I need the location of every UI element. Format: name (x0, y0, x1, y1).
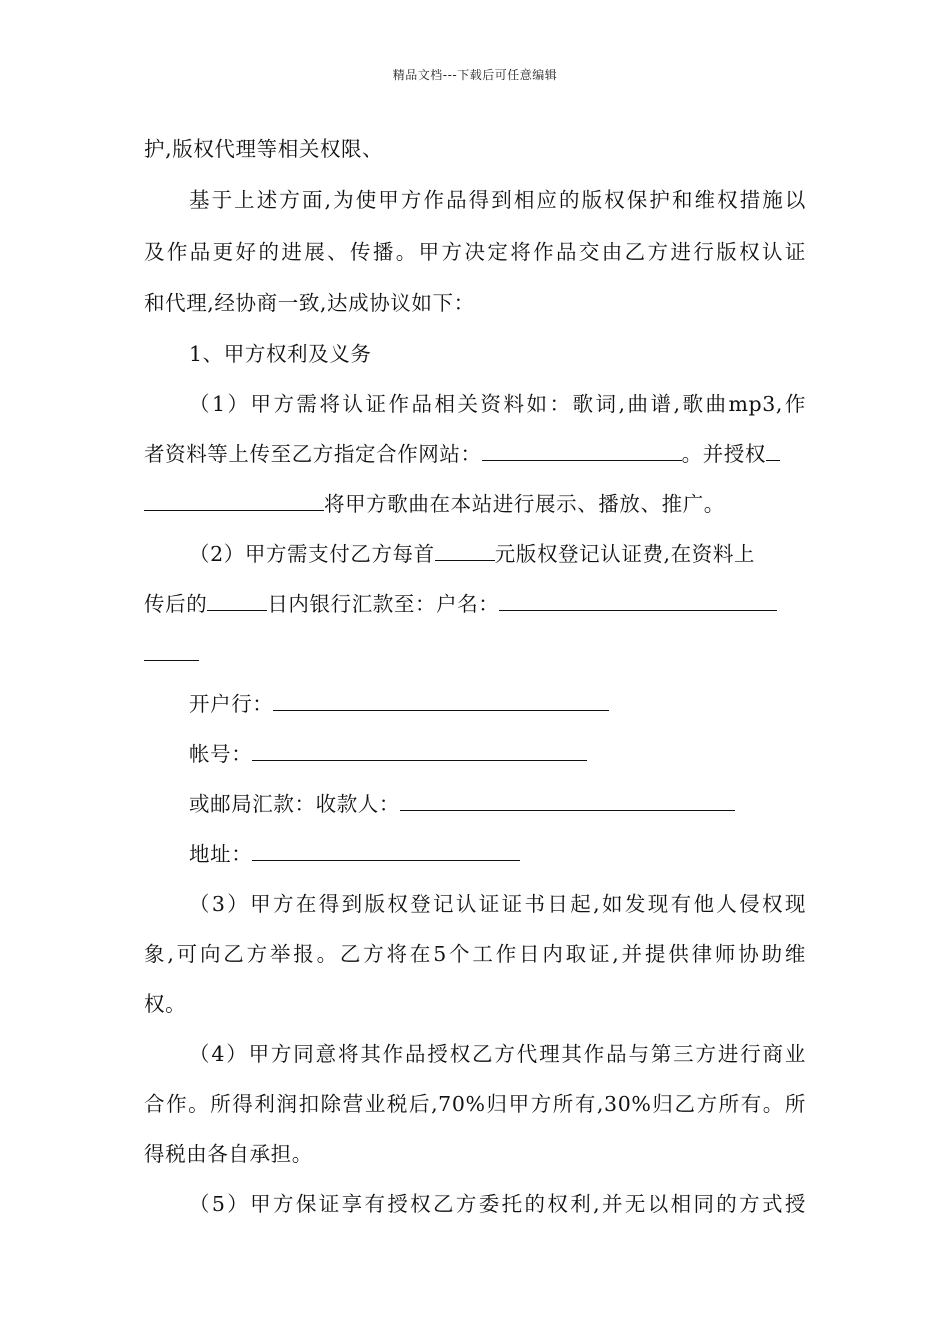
text-line: 象,可向乙方举报。乙方将在5个工作日内取证,并提供律师协助维 (144, 942, 806, 966)
text-segment: 者资料等上传至乙方指定合作网站： (144, 442, 482, 466)
bank-blank (273, 690, 609, 711)
address-blank (252, 840, 520, 861)
text-line: 基于上述方面,为使甲方作品得到相应的版权保护和维权措施以 (189, 188, 806, 212)
authorize-blank (144, 490, 324, 511)
text-line: 合作。所得利润扣除营业税后,70%归甲方所有,30%归乙方所有。所 (144, 1092, 806, 1116)
text-line (144, 590, 777, 618)
field-label: 或邮局汇款：收款人： (189, 792, 400, 816)
text-segment: 。并授权 (681, 442, 767, 466)
payee-blank (400, 790, 735, 811)
text-line: 得税由各自承担。 (144, 1142, 313, 1166)
fee-blank (435, 540, 495, 561)
field-label: 开户行： (189, 692, 274, 716)
authorize-blank-start (766, 440, 780, 461)
text-line: 和代理,经协商一致,达成协议如下： (144, 291, 475, 315)
text-segment: 将甲方歌曲在本站进行展示、播放、推广。 (324, 492, 725, 516)
text-segment: 元版权登记认证费,在资料上 (494, 542, 756, 566)
account-number-blank (252, 740, 587, 761)
section-heading: 1、甲方权利及义务 (189, 342, 372, 366)
text-line (189, 540, 755, 568)
text-line: 权。 (144, 992, 187, 1016)
website-blank (482, 440, 682, 461)
text-line (189, 790, 735, 818)
text-segment: 日内银行汇款至：户名： (267, 592, 500, 616)
text-line (189, 840, 520, 868)
days-blank (207, 590, 267, 611)
text-line (144, 490, 725, 518)
text-line (189, 740, 587, 768)
text-line: （3）甲方在得到版权登记认证证书日起,如发现有他人侵权现 (189, 892, 806, 916)
account-name-blank-cont (144, 640, 199, 661)
account-name-blank (499, 590, 777, 611)
field-label: 帐号： (189, 742, 253, 766)
text-line: 护,版权代理等相关权限、 (144, 137, 384, 161)
text-line: 及作品更好的进展、传播。甲方决定将作品交由乙方进行版权认证 (144, 240, 806, 264)
text-line: （5）甲方保证享有授权乙方委托的权利,并无以相同的方式授 (189, 1192, 806, 1216)
field-label: 地址： (189, 842, 253, 866)
text-line (144, 640, 199, 668)
text-segment: （2）甲方需支付乙方每首 (189, 542, 435, 566)
text-line (189, 690, 609, 718)
text-segment: 传后的 (144, 592, 208, 616)
page-header: 精品文档---下载后可任意编辑 (392, 68, 558, 82)
text-line: （1）甲方需将认证作品相关资料如：歌词,曲谱,歌曲mp3,作 (189, 392, 806, 416)
text-line: （4）甲方同意将其作品授权乙方代理其作品与第三方进行商业 (189, 1042, 806, 1066)
text-line (144, 440, 780, 468)
